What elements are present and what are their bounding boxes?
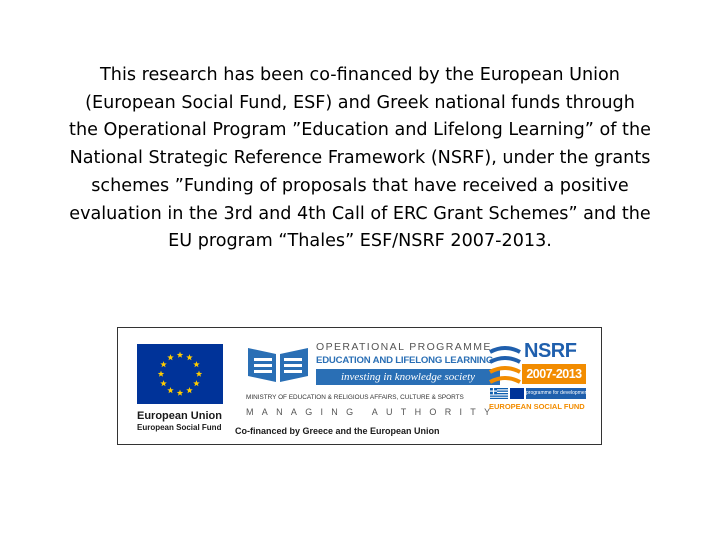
op-slogan: investing in knowledge society <box>316 369 500 385</box>
eu-flag-icon <box>137 344 223 404</box>
acknowledgement-line: evaluation in the 3rd and 4th Call of ERC Grant Schemes” and the <box>69 203 651 224</box>
esf-label: EUROPEAN SOCIAL FUND <box>489 402 585 411</box>
open-book-icon <box>246 342 310 386</box>
dev-programme-label: programme for development <box>526 388 586 399</box>
greek-flag-icon <box>490 388 508 399</box>
acknowledgement-line: (European Social Fund, ESF) and Greek national funds through <box>85 92 635 113</box>
acknowledgement-line: EU program “Thales” ESF/NSRF 2007-2013. <box>168 231 552 252</box>
ministry-name: MINISTRY OF EDUCATION & RELIGIOUS AFFAIRS, CULTURE & SPORTS <box>246 394 464 401</box>
acknowledgement-line: National Strategic Reference Framework (NSRF), under the grants <box>69 148 651 169</box>
nsrf-wave-icon <box>488 344 522 384</box>
acknowledgement-text <box>40 62 680 256</box>
eu-name: European Union <box>137 410 222 422</box>
acknowledgement-line: the Operational Program ”Education and Lifelong Learning” of the <box>69 120 651 141</box>
nsrf-name: NSRF <box>524 340 577 362</box>
eu-subtitle: European Social Fund <box>137 423 222 432</box>
cofinanced-statement: Co-financed by Greece and the European Union <box>235 426 440 436</box>
acknowledgement-line: This research has been co-financed by the European Union <box>100 65 620 85</box>
nsrf-years: 2007-2013 <box>522 364 586 384</box>
funding-logos-banner <box>117 327 602 445</box>
op-title: OPERATIONAL PROGRAMME <box>316 341 492 353</box>
op-programme: EDUCATION AND LIFELONG LEARNING <box>316 355 494 366</box>
eu-mini-flag-icon <box>510 388 524 399</box>
acknowledgement-line: schemes ”Funding of proposals that have received a positive <box>91 175 629 196</box>
managing-authority: MANAGING AUTHORITY <box>246 407 499 417</box>
